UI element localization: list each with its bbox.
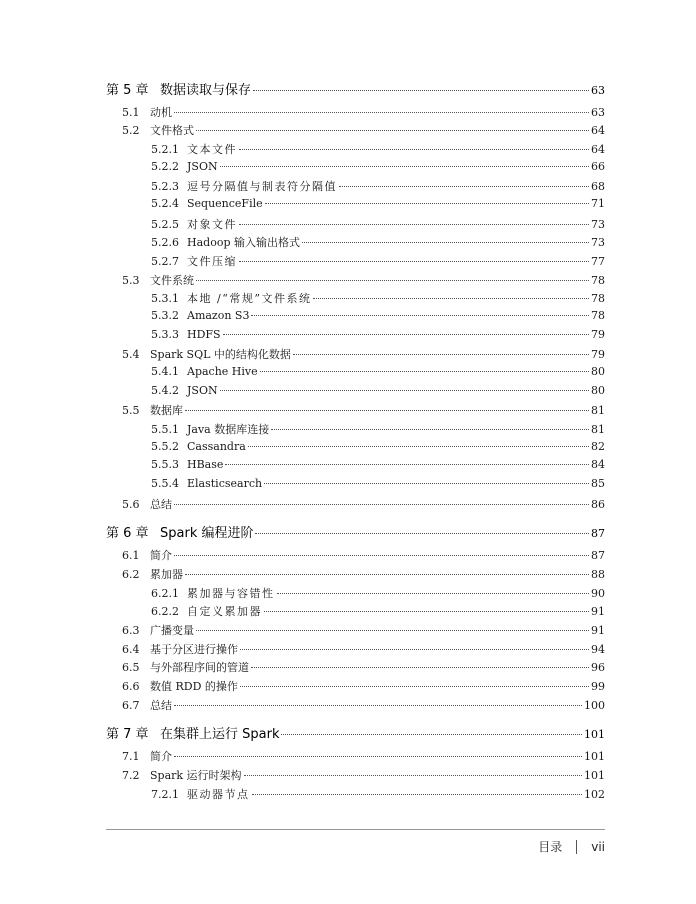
toc-entry-title: HBase bbox=[187, 458, 224, 471]
toc-entry-number: 5.1 bbox=[122, 106, 140, 119]
toc-entry-title: 数值 RDD 的操作 bbox=[150, 680, 238, 693]
toc-entry-page: 66 bbox=[591, 160, 605, 173]
dot-leader bbox=[196, 130, 589, 131]
toc-entry-number: 5.4.1 bbox=[151, 365, 179, 378]
toc-entry-page: 86 bbox=[591, 498, 605, 511]
dot-leader bbox=[339, 186, 589, 187]
toc-entry-page: 78 bbox=[591, 274, 605, 287]
toc-entry-page: 87 bbox=[591, 527, 605, 540]
toc-section-entry[interactable] bbox=[122, 641, 605, 657]
toc-subsection-entry[interactable] bbox=[151, 585, 605, 601]
dot-leader bbox=[185, 574, 589, 575]
toc-entry-number: 5.4.2 bbox=[151, 384, 179, 397]
toc-subsection-entry[interactable] bbox=[151, 216, 605, 232]
toc-entry-number: 5.3 bbox=[122, 274, 140, 287]
dot-leader bbox=[264, 483, 589, 484]
toc-entry-number: 5.3.2 bbox=[151, 309, 179, 322]
toc-entry-title: Java 数据库连接 bbox=[187, 423, 270, 436]
toc-subsection-entry[interactable] bbox=[151, 178, 605, 194]
toc-entry-title: 文件系统 bbox=[150, 274, 194, 287]
footer-page-number: vii bbox=[591, 839, 605, 854]
toc-entry-number: 5.5.4 bbox=[151, 477, 179, 490]
toc-entry-title: 自定义累加器 bbox=[187, 605, 262, 618]
toc-subsection-entry[interactable] bbox=[151, 440, 605, 453]
toc-entry-page: 94 bbox=[591, 643, 605, 656]
toc-entry-page: 101 bbox=[584, 750, 605, 763]
toc-entry-number: 6.3 bbox=[122, 624, 140, 637]
toc-entry-title: 基于分区进行操作 bbox=[150, 643, 238, 656]
toc-entry-page: 101 bbox=[584, 769, 605, 782]
toc-entry-title: SequenceFile bbox=[187, 197, 263, 210]
dot-leader bbox=[174, 112, 589, 113]
toc-subsection-entry[interactable] bbox=[151, 384, 605, 397]
toc-section-entry[interactable] bbox=[122, 659, 605, 675]
dot-leader bbox=[281, 734, 582, 735]
toc-entry-number: 6.4 bbox=[122, 643, 140, 656]
toc-section-entry[interactable] bbox=[122, 346, 605, 362]
toc-entry-page: 77 bbox=[591, 255, 605, 268]
dot-leader bbox=[302, 242, 589, 243]
toc-entry-number: 6.6 bbox=[122, 680, 140, 693]
toc-subsection-entry[interactable] bbox=[151, 458, 605, 471]
dot-leader bbox=[239, 149, 589, 150]
dot-leader bbox=[223, 334, 589, 335]
dot-leader bbox=[265, 203, 589, 204]
toc-entry-title: Spark 编程进阶 bbox=[160, 526, 254, 541]
toc-entry-page: 85 bbox=[591, 477, 605, 490]
toc-entry-title: 数据读取与保存 bbox=[160, 83, 252, 98]
dot-leader bbox=[196, 630, 589, 631]
dot-leader bbox=[174, 555, 589, 556]
toc-section-entry[interactable] bbox=[122, 748, 605, 764]
toc-entry-page: 90 bbox=[591, 587, 605, 600]
toc-entry-title: Elasticsearch bbox=[187, 477, 263, 490]
toc-subsection-entry[interactable] bbox=[151, 309, 605, 322]
toc-entry-number: 7.1 bbox=[122, 750, 140, 763]
toc-section-entry[interactable] bbox=[122, 547, 605, 563]
toc-section-entry[interactable] bbox=[122, 622, 605, 638]
toc-entry-number: 第 6 章 bbox=[106, 526, 149, 541]
toc-entry-number: 5.3.1 bbox=[151, 292, 179, 305]
toc-entry-title: 累加器 bbox=[150, 568, 183, 581]
toc-section-entry[interactable] bbox=[122, 272, 605, 288]
toc-entry-title: 总结 bbox=[150, 498, 172, 511]
toc-entry-page: 64 bbox=[591, 143, 605, 156]
dot-leader bbox=[240, 686, 589, 687]
toc-entry-page: 87 bbox=[591, 549, 605, 562]
toc-entry-page: 81 bbox=[591, 423, 605, 436]
toc-entry-page: 81 bbox=[591, 404, 605, 417]
toc-entry-title: 与外部程序间的管道 bbox=[150, 661, 249, 674]
toc-entry-page: 99 bbox=[591, 680, 605, 693]
toc-entry-number: 5.5 bbox=[122, 404, 140, 417]
dot-leader bbox=[251, 315, 589, 316]
toc-entry-page: 88 bbox=[591, 568, 605, 581]
toc-entry-page: 101 bbox=[584, 728, 605, 741]
toc-entry-number: 6.7 bbox=[122, 699, 140, 712]
toc-section-entry[interactable] bbox=[122, 104, 605, 120]
toc-entry-number: 5.5.2 bbox=[151, 440, 179, 453]
toc-section-entry[interactable] bbox=[122, 697, 605, 713]
toc-subsection-entry[interactable] bbox=[151, 141, 605, 157]
toc-entry-title: Hadoop 输入输出格式 bbox=[187, 236, 300, 249]
toc-entry-title: HDFS bbox=[187, 328, 221, 341]
dot-leader bbox=[220, 390, 589, 391]
toc-entry-number: 5.2.2 bbox=[151, 160, 179, 173]
toc-entry-page: 71 bbox=[591, 197, 605, 210]
toc-entry-title: JSON bbox=[187, 384, 218, 397]
toc-entry-title: Spark 运行时架构 bbox=[150, 769, 242, 782]
toc-entry-title: 累加器与容错性 bbox=[187, 587, 275, 600]
toc-entry-number: 5.2.6 bbox=[151, 236, 179, 249]
toc-entry-page: 78 bbox=[591, 292, 605, 305]
toc-entry-title: 文件格式 bbox=[150, 124, 194, 137]
dot-leader bbox=[277, 593, 590, 594]
toc-entry-page: 102 bbox=[584, 788, 605, 801]
toc-entry-title: 本地 /“常规”文件系统 bbox=[187, 292, 312, 305]
toc-entry-page: 96 bbox=[591, 661, 605, 674]
toc-subsection-entry[interactable] bbox=[151, 234, 605, 250]
toc-entry-title: 在集群上运行 Spark bbox=[160, 727, 280, 742]
toc-entry-page: 64 bbox=[591, 124, 605, 137]
toc-section-entry[interactable] bbox=[122, 767, 605, 783]
toc-entry-number: 6.1 bbox=[122, 549, 140, 562]
toc-entry-title: 对象文件 bbox=[187, 218, 237, 231]
toc-entry-page: 79 bbox=[591, 348, 605, 361]
dot-leader bbox=[220, 166, 589, 167]
toc-entry-page: 91 bbox=[591, 624, 605, 637]
dot-leader bbox=[271, 429, 589, 430]
toc-entry-page: 63 bbox=[591, 84, 605, 97]
toc-entry-title: Apache Hive bbox=[187, 365, 258, 378]
toc-subsection-entry[interactable] bbox=[151, 160, 605, 173]
dot-leader bbox=[174, 756, 582, 757]
dot-leader bbox=[264, 611, 589, 612]
dot-leader bbox=[253, 90, 589, 91]
toc-subsection-entry[interactable] bbox=[151, 421, 605, 437]
toc-entry-page: 82 bbox=[591, 440, 605, 453]
footer-rule bbox=[106, 829, 605, 830]
toc-entry-title: Spark SQL 中的结构化数据 bbox=[150, 348, 291, 361]
toc-entry-number: 7.2.1 bbox=[151, 788, 179, 801]
toc-entry-title: 数据库 bbox=[150, 404, 183, 417]
toc-entry-title: 动机 bbox=[150, 106, 172, 119]
toc-entry-title: Cassandra bbox=[187, 440, 246, 453]
toc-entry-number: 5.6 bbox=[122, 498, 140, 511]
toc-entry-number: 5.2 bbox=[122, 124, 140, 137]
dot-leader bbox=[174, 504, 589, 505]
dot-leader bbox=[240, 649, 589, 650]
toc-entry-title: JSON bbox=[187, 160, 218, 173]
toc-entry-number: 6.2.1 bbox=[151, 587, 179, 600]
toc-section-entry[interactable] bbox=[122, 496, 605, 512]
toc-section-entry[interactable] bbox=[122, 566, 605, 582]
toc-entry-number: 5.3.3 bbox=[151, 328, 179, 341]
dot-leader bbox=[239, 224, 589, 225]
toc-entry-page: 80 bbox=[591, 384, 605, 397]
toc-entry-title: Amazon S3 bbox=[187, 309, 250, 322]
page-footer bbox=[538, 838, 605, 855]
toc-subsection-entry[interactable] bbox=[151, 197, 605, 210]
dot-leader bbox=[196, 280, 589, 281]
toc-entry-number: 5.2.7 bbox=[151, 255, 179, 268]
dot-leader bbox=[313, 298, 589, 299]
toc-entry-page: 79 bbox=[591, 328, 605, 341]
toc-entry-number: 5.2.5 bbox=[151, 218, 179, 231]
toc-subsection-entry[interactable] bbox=[151, 253, 605, 269]
toc-entry-title: 简介 bbox=[150, 750, 172, 763]
toc-section-entry[interactable] bbox=[122, 122, 605, 138]
toc-entry-number: 5.2.1 bbox=[151, 143, 179, 156]
dot-leader bbox=[251, 667, 589, 668]
footer-section-label: 目录 bbox=[538, 840, 563, 854]
dot-leader bbox=[239, 261, 589, 262]
toc-entry-title: 总结 bbox=[150, 699, 172, 712]
toc-chapter-entry[interactable] bbox=[106, 79, 605, 98]
toc-entry-number: 5.2.3 bbox=[151, 180, 179, 193]
toc-entry-number: 5.5.1 bbox=[151, 423, 179, 436]
toc-entry-title: 简介 bbox=[150, 549, 172, 562]
toc-entry-number: 6.5 bbox=[122, 661, 140, 674]
toc-chapter-entry[interactable] bbox=[106, 723, 605, 742]
dot-leader bbox=[260, 371, 589, 372]
toc-entry-number: 6.2.2 bbox=[151, 605, 179, 618]
toc-entry-page: 68 bbox=[591, 180, 605, 193]
dot-leader bbox=[185, 410, 589, 411]
toc-subsection-entry[interactable] bbox=[151, 603, 605, 619]
toc-section-entry[interactable] bbox=[122, 678, 605, 694]
dot-leader bbox=[293, 354, 589, 355]
toc-entry-page: 84 bbox=[591, 458, 605, 471]
dot-leader bbox=[225, 464, 589, 465]
toc-entry-page: 100 bbox=[584, 699, 605, 712]
toc-entry-page: 91 bbox=[591, 605, 605, 618]
footer-divider bbox=[576, 840, 577, 854]
dot-leader bbox=[255, 533, 589, 534]
toc-entry-title: 逗号分隔值与制表符分隔值 bbox=[187, 180, 337, 193]
toc-section-entry[interactable] bbox=[122, 402, 605, 418]
toc-entry-page: 73 bbox=[591, 236, 605, 249]
toc-entry-title: 驱动器节点 bbox=[187, 788, 250, 801]
toc-entry-page: 80 bbox=[591, 365, 605, 378]
toc-subsection-entry[interactable] bbox=[151, 290, 605, 306]
toc-subsection-entry[interactable] bbox=[151, 328, 605, 341]
toc-entry-number: 5.4 bbox=[122, 348, 140, 361]
toc-subsection-entry[interactable] bbox=[151, 786, 605, 802]
toc-entry-number: 5.2.4 bbox=[151, 197, 179, 210]
dot-leader bbox=[252, 794, 583, 795]
toc-entry-page: 63 bbox=[591, 106, 605, 119]
toc-entry-title: 文本文件 bbox=[187, 143, 237, 156]
toc-entry-number: 6.2 bbox=[122, 568, 140, 581]
toc-subsection-entry[interactable] bbox=[151, 365, 605, 378]
toc-entry-number: 7.2 bbox=[122, 769, 140, 782]
toc-entry-page: 78 bbox=[591, 309, 605, 322]
dot-leader bbox=[248, 446, 589, 447]
toc-subsection-entry[interactable] bbox=[151, 477, 605, 490]
dot-leader bbox=[174, 705, 582, 706]
dot-leader bbox=[244, 775, 582, 776]
toc-entry-title: 广播变量 bbox=[150, 624, 194, 637]
toc-entry-number: 5.5.3 bbox=[151, 458, 179, 471]
toc-entry-title: 文件压缩 bbox=[187, 255, 237, 268]
toc-entry-page: 73 bbox=[591, 218, 605, 231]
toc-chapter-entry[interactable] bbox=[106, 522, 605, 541]
toc-entry-number: 第 5 章 bbox=[106, 83, 149, 98]
toc-entry-number: 第 7 章 bbox=[106, 727, 149, 742]
